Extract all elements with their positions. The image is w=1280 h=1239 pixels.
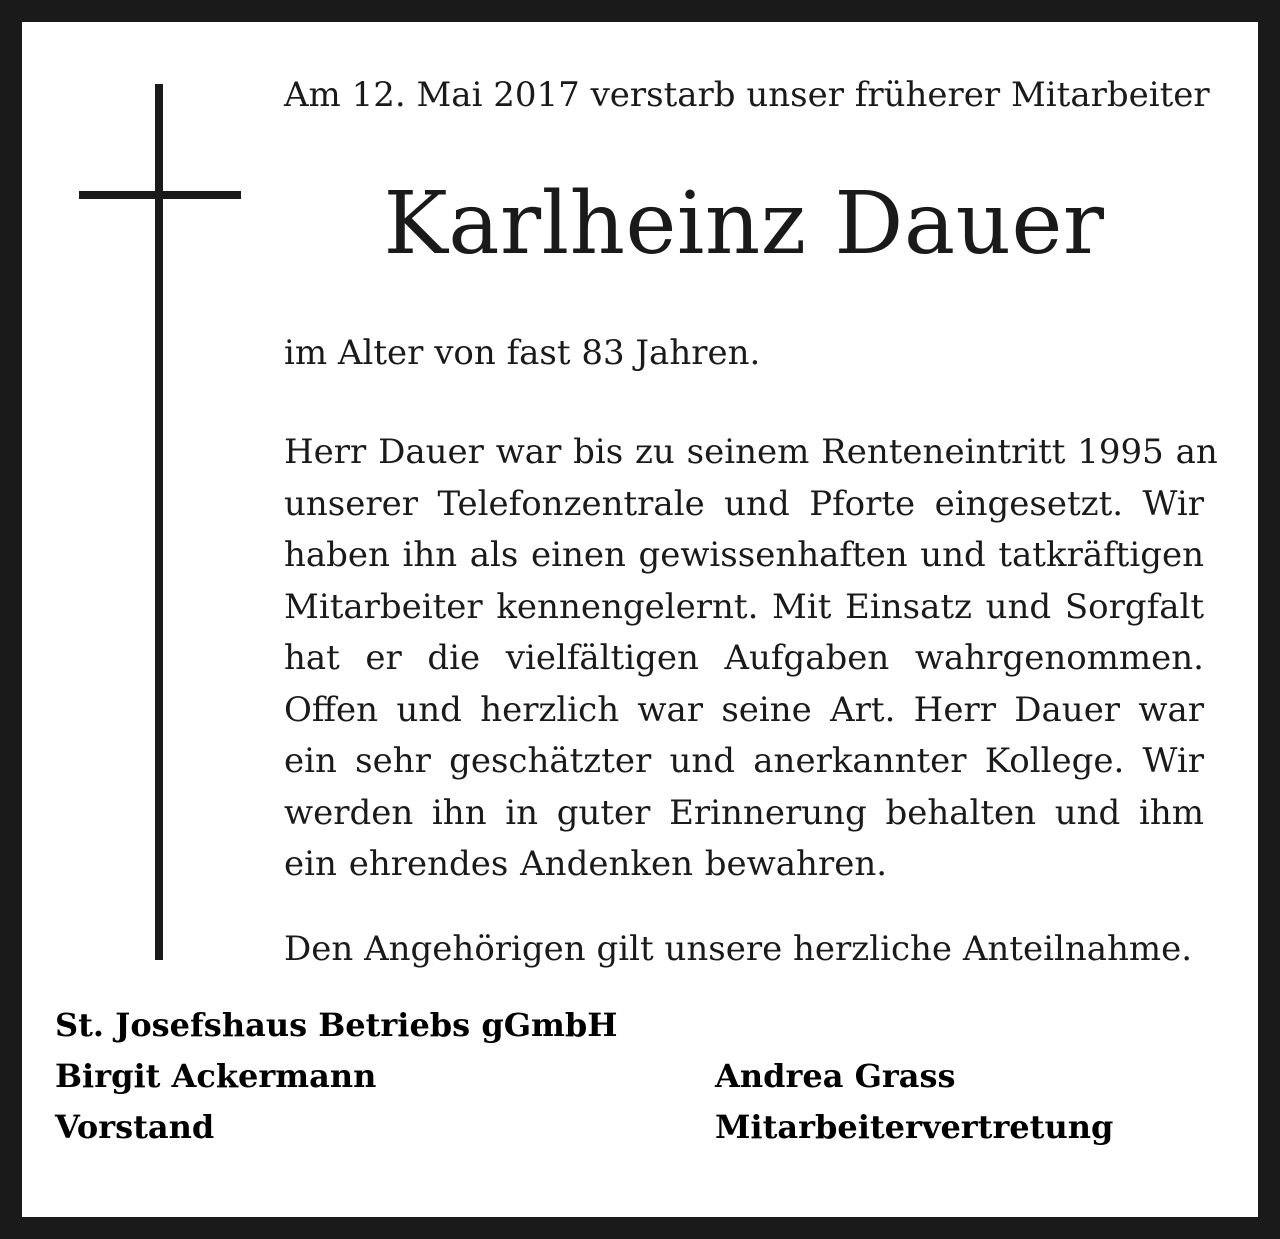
tribute-paragraph xyxy=(284,427,1218,891)
intro-text: Am 12. Mai 2017 verstarb unser früherer Mitarbeiter xyxy=(284,75,1210,115)
tribute-line: hat er die vielfältigen Aufgaben wahrgenommen. xyxy=(284,638,1204,678)
signatory-right xyxy=(715,1051,1113,1153)
tribute-line: ein ehrendes Andenken bewahren. xyxy=(284,844,888,884)
organization-name: St. Josefshaus Betriebs gGmbH xyxy=(55,1006,618,1044)
tribute-line: ein sehr geschätzter und anerkannter Kollege. Wir xyxy=(284,741,1204,781)
age-text: im Alter von fast 83 Jahren. xyxy=(284,333,761,373)
signatory-role: Vorstand xyxy=(55,1108,215,1146)
tribute-line: haben ihn als einen gewissenhaften und tatkräftigen xyxy=(284,535,1204,575)
tribute-line: unserer Telefonzentrale und Pforte eingesetzt. Wir xyxy=(284,483,1204,524)
signatory-name: Andrea Grass xyxy=(715,1057,956,1095)
cross-icon xyxy=(155,84,163,960)
condolence-text: Den Angehörigen gilt unsere herzliche Anteilnahme. xyxy=(284,929,1193,969)
tribute-line: Herr Dauer war bis zu seinem Renteneintritt 1995 an xyxy=(284,432,1218,472)
signatory-name: Birgit Ackermann xyxy=(55,1057,377,1095)
deceased-name: Karlheinz Dauer xyxy=(383,174,1105,274)
tribute-line: Mitarbeiter kennengelernt. Mit Einsatz und Sorgfalt xyxy=(284,586,1204,627)
cross-icon-crossbar xyxy=(79,191,241,199)
tribute-line: Offen und herzlich war seine Art. Herr Dauer war xyxy=(284,689,1204,730)
signatory-left xyxy=(55,1051,376,1153)
tribute-line: werden ihn in guter Erinnerung behalten und ihm xyxy=(284,792,1204,833)
signatory-role: Mitarbeitervertretung xyxy=(715,1108,1114,1146)
